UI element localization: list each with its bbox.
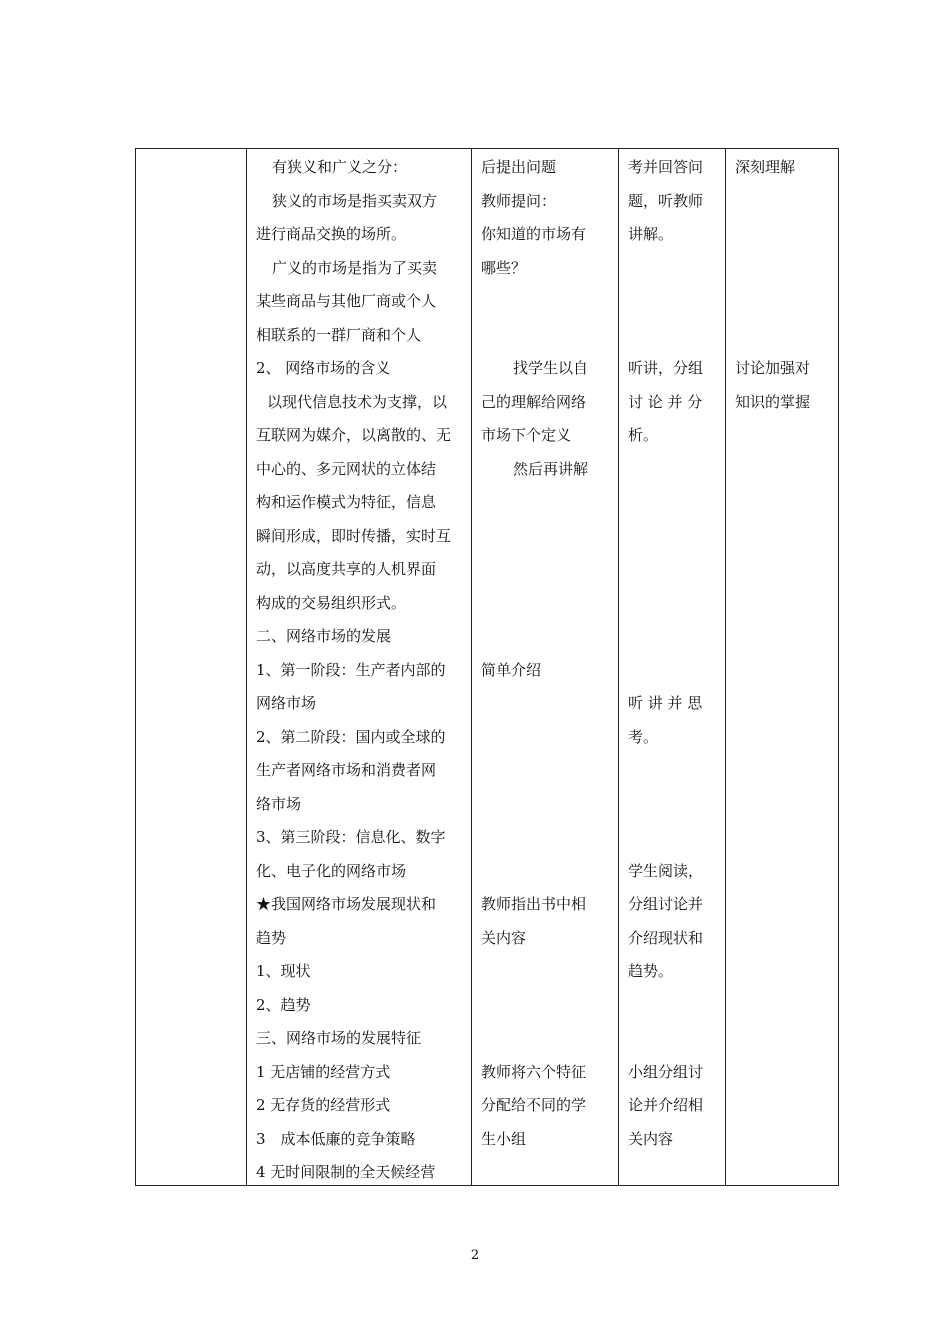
content-line: 2 无存货的经营形式 (256, 1096, 391, 1114)
student-line: 关内容 (628, 1130, 674, 1148)
content-line: 3、第三阶段：信息化、数字 (256, 828, 446, 846)
content-line: 中心的、多元网状的立体结 (256, 460, 437, 478)
content-line: 广义的市场是指为了买卖 (272, 259, 438, 277)
student-line: 介绍现状和 (628, 929, 704, 947)
content-line: 3 成本低廉的竞争策略 (256, 1130, 416, 1148)
content-line: 狭义的市场是指买卖双方 (272, 192, 438, 210)
student-line: 趋势。 (628, 962, 674, 980)
content-line: 进行商品交换的场所。 (256, 225, 407, 243)
content-line: 相联系的一群厂商和个人 (256, 326, 422, 344)
student-line: 考。 (628, 728, 659, 746)
purpose-cell (726, 149, 839, 1186)
purpose-line: 知识的掌握 (735, 393, 811, 411)
teacher-line: 关内容 (481, 929, 527, 947)
content-line: 互联网为媒介，以离散的、无 (256, 426, 452, 444)
student-line: 析。 (628, 426, 659, 444)
student-line: 学生阅读， (628, 862, 704, 880)
content-line: 某些商品与其他厂商或个人 (256, 292, 437, 310)
content-line: 网络市场 (256, 694, 317, 712)
content-line: 2、趋势 (256, 996, 311, 1014)
content-line: 1、现状 (256, 962, 311, 980)
content-line: 2、 网络市场的含义 (256, 359, 391, 377)
teacher-line: 己的理解给网络 (481, 393, 587, 411)
section-heading: 三、网络市场的发展特征 (256, 1029, 422, 1047)
student-line: 论并介绍相 (628, 1096, 704, 1114)
content-column-cell (247, 149, 472, 1186)
purpose-line: 讨论加强对 (735, 359, 811, 377)
teacher-line: 教师指出书中相 (481, 895, 587, 913)
page-number: 2 (470, 1248, 480, 1263)
student-line: 听讲，分组 (628, 359, 704, 377)
content-line: 生产者网络市场和消费者网 (256, 761, 437, 779)
content-line: 趋势 (256, 929, 287, 947)
teacher-line: 你知道的市场有 (481, 225, 587, 243)
content-line: 动，以高度共享的人机界面 (256, 560, 437, 578)
content-line: 有狭义和广义之分： (272, 158, 408, 176)
student-line: 分组讨论并 (628, 895, 704, 913)
blank-column-cell (136, 149, 247, 1186)
student-line: 讨 论 并 分 (628, 393, 703, 411)
teacher-line: 分配给不同的学 (481, 1096, 587, 1114)
content-line: 1 无店铺的经营方式 (256, 1063, 391, 1081)
content-line: 2、第二阶段：国内或全球的 (256, 728, 446, 746)
teacher-line: 市场下个定义 (481, 426, 572, 444)
purpose-line: 深刻理解 (735, 158, 796, 176)
lesson-plan-table (135, 148, 839, 1186)
section-heading: 二、网络市场的发展 (256, 627, 392, 645)
teacher-line: 找学生以自 (513, 359, 589, 377)
content-line: 4 无时间限制的全天候经营 (256, 1163, 436, 1181)
table-row (136, 149, 839, 1186)
student-line: 考并回答问 (628, 158, 704, 176)
teacher-line: 生小组 (481, 1130, 527, 1148)
content-line: 1、第一阶段：生产者内部的 (256, 661, 446, 679)
content-line: 构和运作模式为特征，信息 (256, 493, 437, 511)
student-line: 题，听教师 (628, 192, 704, 210)
content-line: 化、电子化的网络市场 (256, 862, 407, 880)
teacher-line: 然后再讲解 (513, 460, 589, 478)
student-line: 听 讲 并 思 (628, 694, 703, 712)
student-activity-cell (619, 149, 726, 1186)
teacher-line: 简单介绍 (481, 661, 542, 679)
teacher-line: 教师提问： (481, 192, 557, 210)
content-line: 以现代信息技术为支撑，以 (267, 393, 448, 411)
content-line: 构成的交易组织形式。 (256, 594, 407, 612)
content-line: ★我国网络市场发展现状和 (256, 895, 437, 913)
teacher-line: 后提出问题 (481, 158, 557, 176)
student-line: 小组分组讨 (628, 1063, 704, 1081)
teacher-line: 教师将六个特征 (481, 1063, 587, 1081)
student-line: 讲解。 (628, 225, 674, 243)
teacher-line: 哪些？ (481, 259, 527, 277)
teacher-activity-cell (472, 149, 619, 1186)
content-line: 络市场 (256, 795, 302, 813)
content-line: 瞬间形成，即时传播，实时互 (256, 527, 452, 545)
